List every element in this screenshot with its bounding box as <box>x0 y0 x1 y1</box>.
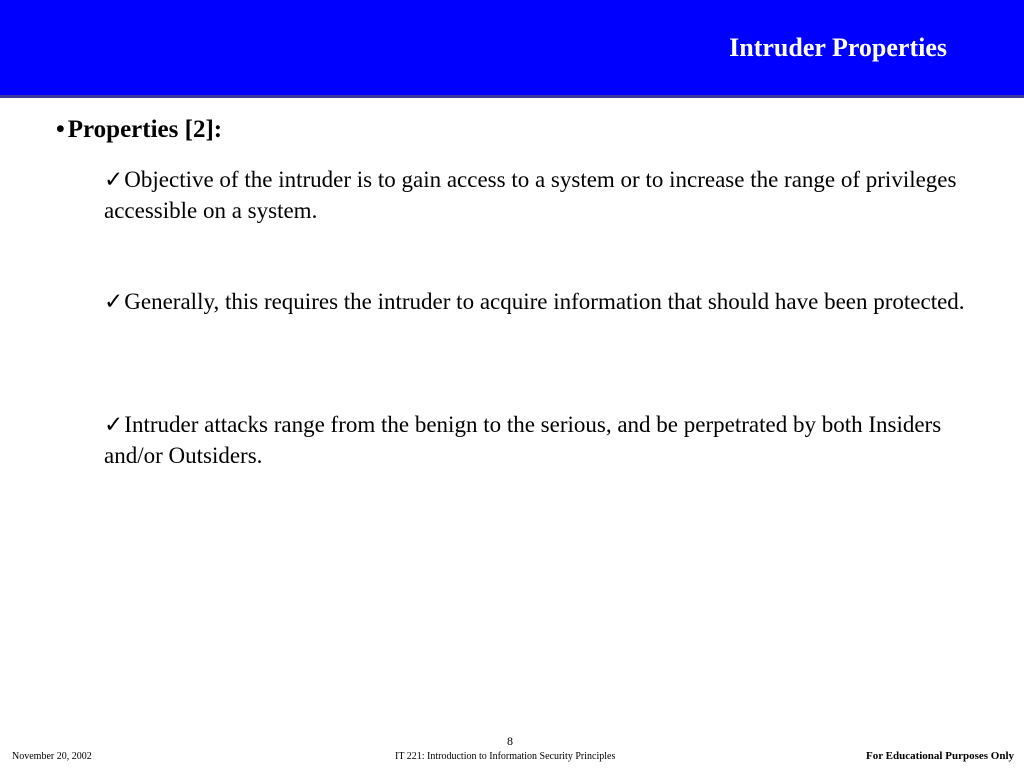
checkmark-icon: ✓ <box>104 412 124 437</box>
list-item <box>104 286 974 317</box>
footer-date: November 20, 2002 <box>12 751 92 762</box>
header-divider <box>0 95 1024 98</box>
main-bullet-label: Properties [2]: <box>67 116 223 143</box>
page-number: 8 <box>507 734 513 748</box>
checkmark-icon: ✓ <box>104 289 124 314</box>
checkmark-icon: ✓ <box>104 167 124 192</box>
list-item <box>104 164 974 226</box>
bullet-icon: • <box>56 116 65 143</box>
list-item-text: Objective of the intruder is to gain access to a system or to increase the range of privileges accessible on a system. <box>104 167 957 223</box>
main-bullet <box>56 116 222 144</box>
list-item-text: Generally, this requires the intruder to acquire information that should have been protected. <box>124 289 965 314</box>
footer-course-title: IT 221: Introduction to Information Security Principles <box>395 751 616 762</box>
list-item <box>104 409 974 471</box>
slide-title: Intruder Properties <box>729 33 947 62</box>
list-item-text: Intruder attacks range from the benign to the serious, and be perpetrated by both Insiders and/or Outsiders. <box>104 412 942 468</box>
footer-notice: For Educational Purposes Only <box>865 750 1014 762</box>
